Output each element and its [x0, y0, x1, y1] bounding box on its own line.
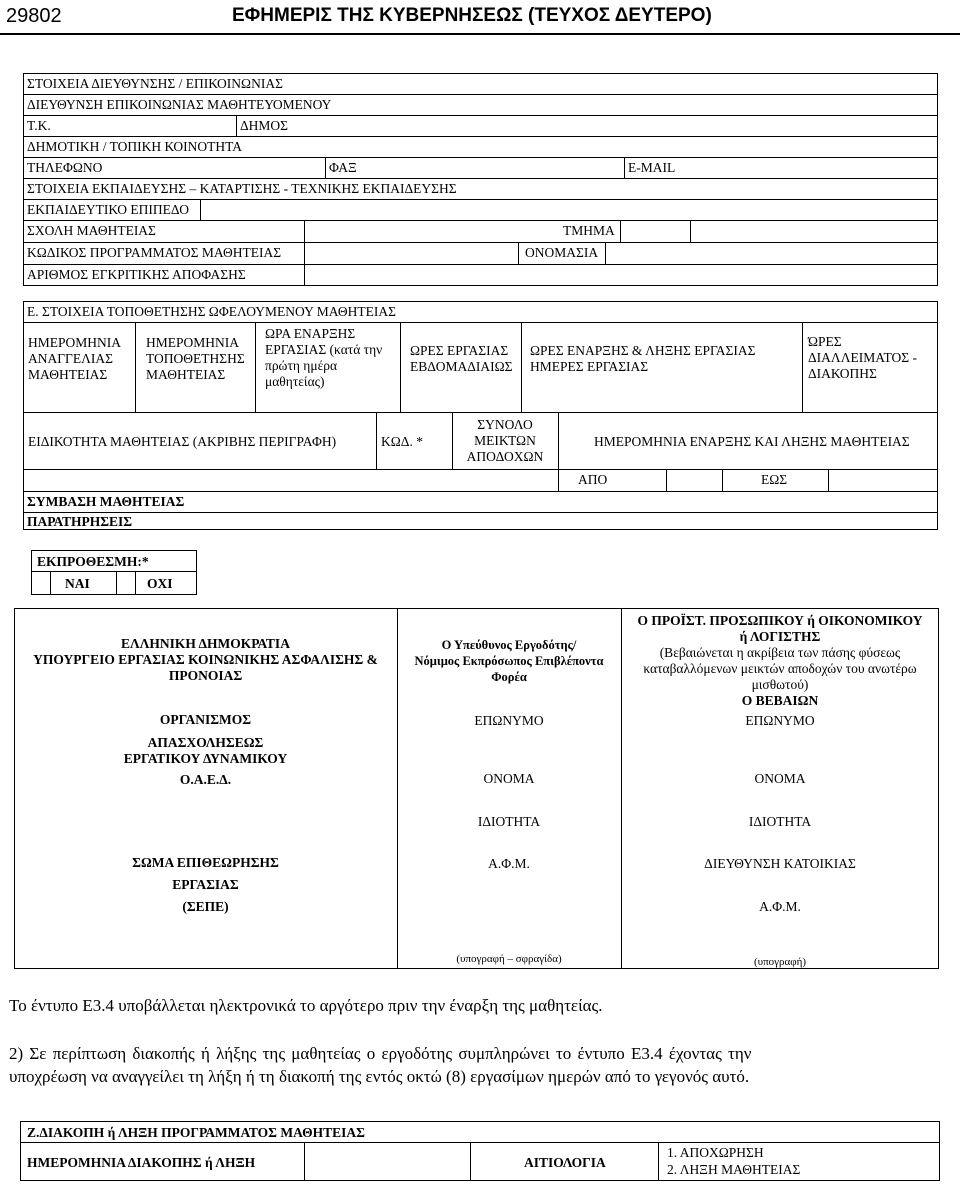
remarks-label: ΠΑΡΑΤΗΡΗΣΕΙΣ	[27, 514, 133, 529]
school-label: ΣΧΟΛΗ ΜΑΘΗΤΕΙΑΣ	[27, 223, 156, 238]
deadline-label: ΕΚΠΡΟΘΕΣΜΗ:*	[37, 554, 149, 569]
header-rule	[0, 33, 960, 35]
termination-title: Ζ.ΔΙΑΚΟΠΗ ή ΛΗΞΗ ΠΡΟΓΡΑΜΜΑΤΟΣ ΜΑΘΗΤΕΙΑΣ	[27, 1125, 365, 1140]
to-label: ΕΩΣ	[761, 472, 788, 487]
contact-section-title: ΣΤΟΙΧΕΙΑ ΔΙΕΥΘΥΝΣΗΣ / ΕΠΙΚΟΙΝΩΝΙΑΣ	[27, 76, 283, 91]
from-label: ΑΠΟ	[578, 472, 608, 487]
postal-code-label: Τ.Κ.	[27, 118, 51, 133]
department-label: ΤΜΗΜΑ	[563, 223, 615, 238]
termination-option-2[interactable]: 2. ΛΗΞΗ ΜΑΘΗΤΕΙΑΣ	[667, 1162, 801, 1177]
contract-label: ΣΥΜΒΑΣΗ ΜΑΘΗΤΕΙΑΣ	[27, 494, 185, 509]
apprenticeship-period-header: ΗΜΕΡΟΜΗΝΙΑ ΕΝΑΡΞΗΣ ΚΑΙ ΛΗΞΗΣ ΜΑΘΗΤΕΙΑΣ	[594, 434, 910, 449]
termination-reason-label: ΑΙΤΙΟΛΟΓΙΑ	[524, 1155, 606, 1170]
note-1: Το έντυπο Ε3.4 υποβάλλεται ηλεκτρονικά το αργότερο πριν την έναρξη της μαθητείας.	[9, 996, 603, 1015]
program-name-label: ΟΝΟΜΑΣΙΑ	[525, 245, 599, 260]
code-label: ΚΩΔ. *	[381, 434, 423, 449]
deadline-yes-option[interactable]: ΝΑΙ	[65, 576, 90, 591]
education-level-label: ΕΚΠΑΙΔΕΥΤΙΚΟ ΕΠΙΠΕΔΟ	[27, 202, 190, 217]
program-code-label: ΚΩΔΙΚΟΣ ΠΡΟΓΡΑΜΜΑΤΟΣ ΜΑΘΗΤΕΙΑΣ	[27, 245, 282, 260]
accountant-signature: (υπογραφή)	[753, 956, 807, 968]
education-section-title: ΣΤΟΙΧΕΙΑ ΕΚΠΑΙΔΕΥΣΗΣ – ΚΑΤΑΡΤΙΣΗΣ - ΤΕΧΝΙΚΗΣ ΕΚΠΑΙΔΕΥΣΗΣ	[27, 181, 457, 196]
note-2-line-1: 2) Σε περίπτωση διακοπής ή λήξης της μαθητείας ο εργοδότης συμπληρώνει το έντυπο Ε3.4 έχοντας την	[9, 1044, 752, 1063]
termination-date-label: ΗΜΕΡΟΜΗΝΙΑ ΔΙΑΚΟΠΗΣ ή ΛΗΞΗ	[27, 1155, 256, 1170]
email-label: E-MAIL	[628, 160, 676, 175]
gazette-title: ΕΦΗΜΕΡΙΣ ΤΗΣ ΚΥΒΕΡΝΗΣΕΩΣ (ΤΕΥΧΟΣ ΔΕΥΤΕΡΟ)	[232, 5, 712, 26]
decision-number-label: ΑΡΙΘΜΟΣ ΕΓΚΡΙΤΙΚΗΣ ΑΠΟΦΑΣΗΣ	[27, 267, 246, 282]
address-label: ΔΙΕΥΘΥΝΣΗ ΕΠΙΚΟΙΝΩΝΙΑΣ ΜΑΘΗΤΕΥΟΜΕΝΟΥ	[27, 97, 332, 112]
placement-section-title: Ε. ΣΤΟΙΧΕΙΑ ΤΟΠΟΘΕΤΗΣΗΣ ΩΦΕΛΟΥΜΕΝΟΥ ΜΑΘΗΤΕΙΑΣ	[27, 304, 397, 319]
specialty-label: ΕΙΔΙΚΟΤΗΤΑ ΜΑΘΗΤΕΙΑΣ (ΑΚΡΙΒΗΣ ΠΕΡΙΓΡΑΦΗ)	[28, 434, 337, 449]
municipality-label: ΔΗΜΟΣ	[240, 118, 289, 133]
note-2-line-2: υποχρέωση να αναγγείλει τη λήξη ή τη διακοπή της εντός οκτώ (8) εργασίμων ημερών από το γεγονός αυτό.	[9, 1067, 750, 1086]
phone-label: ΤΗΛΕΦΩΝΟ	[27, 160, 103, 175]
termination-option-1[interactable]: 1. ΑΠΟΧΩΡΗΣΗ	[667, 1145, 764, 1160]
fax-label: ΦΑΞ	[329, 160, 357, 175]
employer-signature-stamp: (υπογραφή – σφραγίδα)	[456, 953, 562, 965]
community-label: ΔΗΜΟΤΙΚΗ / ΤΟΠΙΚΗ ΚΟΙΝΟΤΗΤΑ	[27, 139, 243, 154]
page-number: 29802	[6, 5, 62, 27]
deadline-no-option[interactable]: ΟΧΙ	[147, 576, 173, 591]
